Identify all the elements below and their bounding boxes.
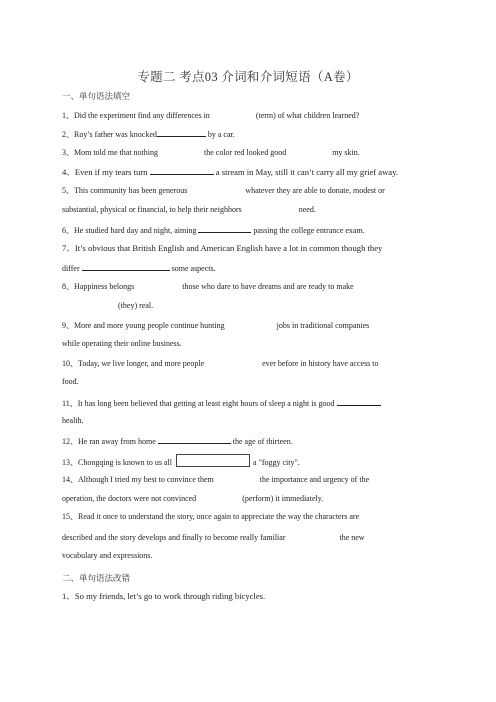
question-11-line-2 [62,416,84,426]
q7-text-a: 7、It’s obvious that British English and American English have a lot in common though they [62,243,383,253]
q12-blank[interactable] [158,435,231,444]
q15-blank[interactable] [285,532,339,540]
q7-text-c: some aspects. [171,264,216,273]
q15-text-c: the new [339,533,365,542]
q11-blank[interactable] [337,397,381,406]
q7-blank[interactable] [82,262,170,271]
q6-text-a: 6、He studied hard day and night, aiming [62,226,197,235]
q9-text-b: jobs in traditional companies [276,321,370,330]
q1-blank[interactable] [210,110,256,118]
q2-blank[interactable] [157,128,206,137]
q10-text-b: ever before in history have access to [262,359,379,368]
q5-text-a: 5、This community has been generous [62,186,188,195]
q8-text-b: those who dare to have dreams and are ready to make [182,282,354,291]
q5-text-d: need. [298,205,316,214]
question-1 [62,110,359,121]
question-7-line-1 [62,243,382,253]
q10-blank[interactable] [204,358,262,366]
q14-text-a: 14、Although I tried my best to convince them [62,475,214,484]
q14-blank-2[interactable] [196,493,242,501]
section-heading-error-correction: 二、单句语法改错 [62,573,131,583]
q8-blank-2[interactable] [62,300,118,308]
q14-text-b: the importance and urgency of the [259,475,370,484]
q3-text-a: 3、Mom told me that nothing [62,148,158,157]
question-5-line-2 [62,204,316,215]
q9-text-c: while operating their online business. [62,339,182,348]
q8-text-b2: (they) real. [118,301,154,310]
question-15-line-2 [62,532,365,543]
q2-text-a: 2、Roy’s father was knocked [62,130,157,139]
question-5-line-1 [62,185,385,196]
question-8-line-1 [62,281,354,292]
question-12 [62,435,293,447]
q10-text-c: food. [62,377,79,386]
q4-text-a: 4、Even if my tears turn [62,167,148,177]
question-3 [62,147,360,158]
q4-text-b: a stream in May, still it can’t carry all my grief away. [215,167,399,177]
e1-text: 1、So my friends, let’s go to work through riding bicycles. [62,591,266,601]
q8-blank-1[interactable] [134,281,182,289]
q11-text-a: 11、It has long been believed that getting at least eight hours of sleep a night is good [62,399,335,408]
question-9-line-1 [62,320,369,331]
q5-blank-1[interactable] [187,185,245,193]
q12-text-b: the age of thirteen. [232,437,293,446]
q13-text-b: a "foggy city". [253,458,300,467]
q5-text-b: whatever they are able to donate, modest or [245,186,385,195]
q7-text-b: differ [62,264,80,273]
q3-text-c: my skin. [332,148,360,157]
question-15-line-1 [62,512,359,522]
q14-text-d: (perform) it immediately. [242,494,324,503]
page-title: 专题二 考点03 介词和介词短语（A卷） [137,70,359,84]
q6-blank[interactable] [198,224,251,233]
q3-text-b: the color red looked good [204,148,287,157]
question-6 [62,224,365,236]
q5-text-c: substantial, physical or financial, to help their neighbors [62,205,242,214]
q8-text-a: 8、Happiness belongs [62,282,135,291]
q15-text-b: described and the story develops and finally to become really familiar [62,533,286,542]
q9-text-a: 9、More and more young people continue hunting [62,321,225,330]
question-15-line-3 [62,551,152,561]
question-7-line-2 [62,262,216,274]
q6-text-b: passing the college entrance exam. [253,226,365,235]
q10-text-a: 10、Today, we live longer, and more people [62,359,205,368]
q12-text-a: 12、He ran away from home [62,437,156,446]
q3-blank-1[interactable] [158,147,204,155]
q13-answer-box[interactable] [176,454,250,467]
question-10-line-1 [62,358,379,369]
q13-text-a: 13、Chongqing is known to us all [62,458,173,467]
q11-text-b: health. [62,416,84,425]
question-9-line-2 [62,339,182,349]
q4-blank[interactable] [150,166,214,175]
question-10-line-2 [62,377,79,387]
question-11-line-1 [62,397,381,409]
section-heading-fill-in: 一、单句语法填空 [62,91,131,101]
q2-text-b: by a car. [207,130,235,139]
q14-blank-1[interactable] [214,474,260,482]
q3-blank-2[interactable] [286,147,332,155]
error-correction-1 [62,591,265,601]
question-14-line-2 [62,493,323,504]
question-2 [62,128,235,140]
q14-text-c: operation, the doctors were not convinced [62,494,197,503]
question-13 [62,454,300,468]
q1-text-a: 1、Did the experiment find any differences in [62,111,210,120]
question-14-line-1 [62,474,369,485]
q15-text-d: vocabulary and expressions. [62,551,153,560]
q9-blank[interactable] [225,320,277,328]
q1-text-b: (term) of what children learned? [255,111,360,120]
q5-blank-2[interactable] [242,204,299,212]
question-8-line-2 [62,300,153,311]
q15-text-a: 15、Read it once to understand the story, once again to appreciate the way the characters are [62,512,360,521]
question-4 [62,166,398,177]
